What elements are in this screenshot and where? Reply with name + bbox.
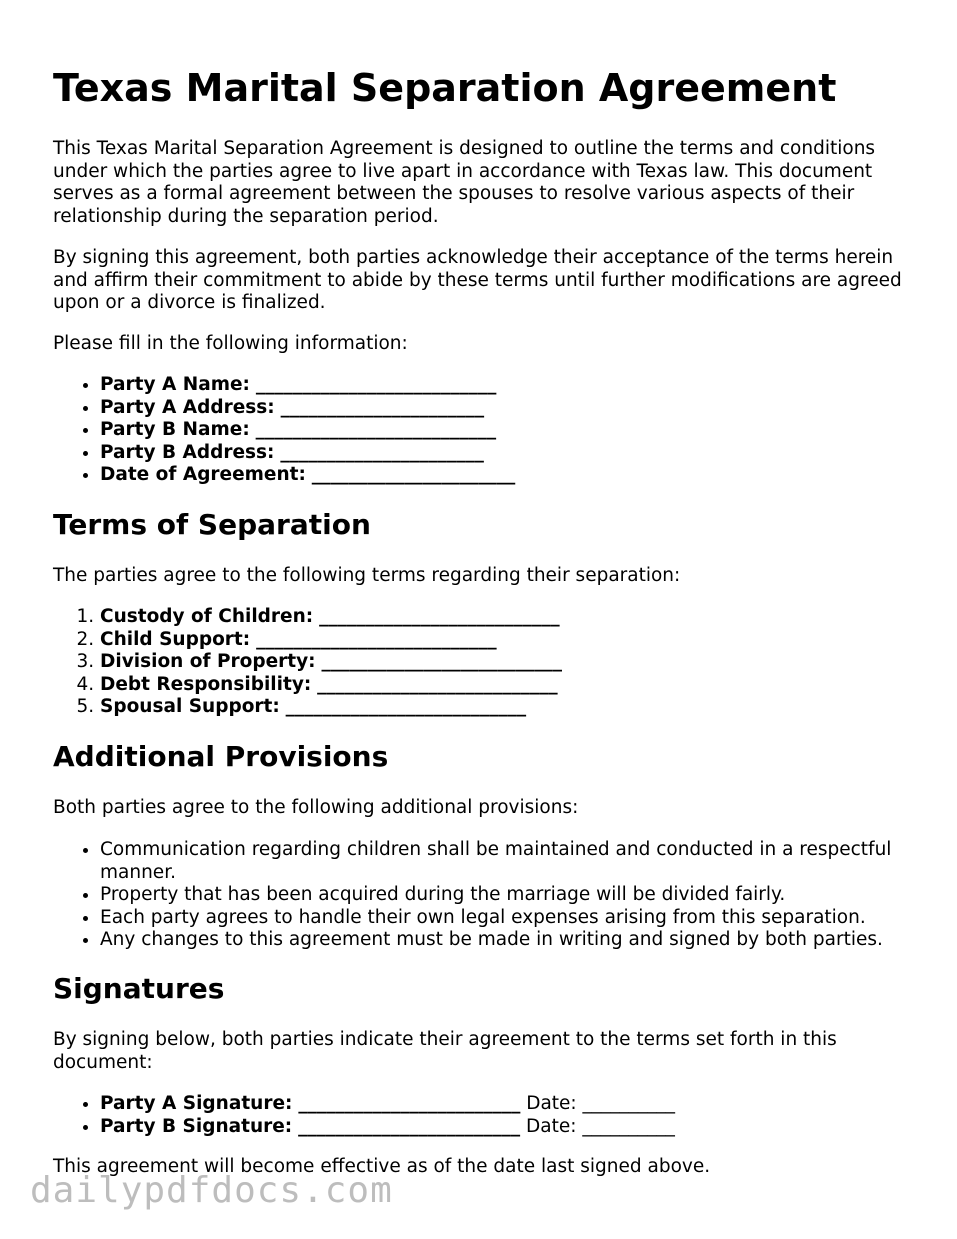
provision-item: • Any changes to this agreement must be made in writing and signed by both parties. [100, 929, 913, 952]
terms-intro: The parties agree to the following terms regarding their separation: [53, 565, 681, 586]
fill-prompt: Please fill in the following information: [53, 333, 408, 354]
date-label: Date: [525, 1115, 577, 1137]
fill-blank: __________________________ [317, 673, 558, 695]
term-debt-responsibility: 4. Debt Responsibility: __________________________ [100, 674, 913, 697]
fill-blank: ______________________ [311, 464, 516, 485]
fill-blank: __________________________ [285, 696, 527, 717]
closing-statement: This agreement will become effective as of the date last signed above. [53, 1156, 711, 1177]
provisions-intro: Both parties agree to the following additional provisions: [53, 797, 579, 818]
provisions-heading: Additional Provisions [53, 740, 389, 773]
info-fields-list [100, 374, 913, 487]
info-field-party-b-name: • Party B Name: __________________________ [100, 419, 913, 442]
date-label: Date: [526, 1093, 577, 1114]
signatures-list [100, 1093, 913, 1138]
term-division-of-property: 3. Division of Property: __________________________ [100, 651, 913, 674]
info-field-party-b-address: • Party B Address: ______________________ [100, 442, 913, 465]
fill-blank: ______________________ [280, 396, 485, 418]
fill-blank: ______________________ [280, 441, 484, 463]
intro-paragraph-1: This Texas Marital Separation Agreement is designed to outline the terms and conditions under which the parties agree to live apart in accordance with Texas law. This document serves as a formal agreement between the spouses to resolve various aspects of their relationship during the separation period. [53, 138, 876, 227]
fill-blank: __________________________ [256, 628, 497, 650]
fill-blank: ________________________ [298, 1093, 521, 1114]
fill-blank: __________ [582, 1093, 676, 1114]
fill-blank: __________________________ [255, 419, 497, 440]
info-field-party-a-name: • Party A Name: __________________________ [100, 374, 913, 397]
watermark: dailypdfdocs.com [30, 1170, 393, 1211]
fill-blank: __________________________ [319, 606, 560, 627]
intro-paragraph-2: By signing this agreement, both parties acknowledge their acceptance of the terms herein and affirm their commitment to abide by these terms until further modifications are agreed upon or a divorce is finalized. [53, 247, 902, 313]
fill-blank: ________________________ [298, 1115, 521, 1137]
term-custody: 1. Custody of Children: __________________________ [100, 606, 913, 629]
provisions-list [100, 839, 913, 952]
provision-item: • Each party agrees to handle their own legal expenses arising from this separation. [100, 907, 913, 930]
term-spousal-support: 5. Spousal Support: __________________________ [100, 696, 913, 719]
fill-blank: __________________________ [321, 651, 562, 672]
terms-list [100, 606, 913, 719]
signatures-heading: Signatures [53, 972, 225, 1005]
signature-party-b: • Party B Signature: ________________________ Date: __________ [100, 1116, 913, 1139]
fill-blank: __________ [582, 1115, 675, 1137]
signature-party-a: • Party A Signature: ________________________ Date: __________ [100, 1093, 913, 1116]
signatures-intro: By signing below, both parties indicate their agreement to the terms set forth in this document: [53, 1029, 837, 1073]
terms-heading: Terms of Separation [53, 508, 371, 541]
page-title: Texas Marital Separation Agreement [53, 66, 837, 110]
provision-item: • Communication regarding children shall be maintained and conducted in a respectful manner. [100, 839, 913, 884]
info-field-party-a-address: • Party A Address: ______________________ [100, 397, 913, 420]
info-field-date-of-agreement: • Date of Agreement: ______________________ [100, 464, 913, 487]
fill-blank: __________________________ [255, 374, 497, 395]
term-child-support: 2. Child Support: __________________________ [100, 629, 913, 652]
provision-item: • Property that has been acquired during the marriage will be divided fairly. [100, 884, 913, 907]
